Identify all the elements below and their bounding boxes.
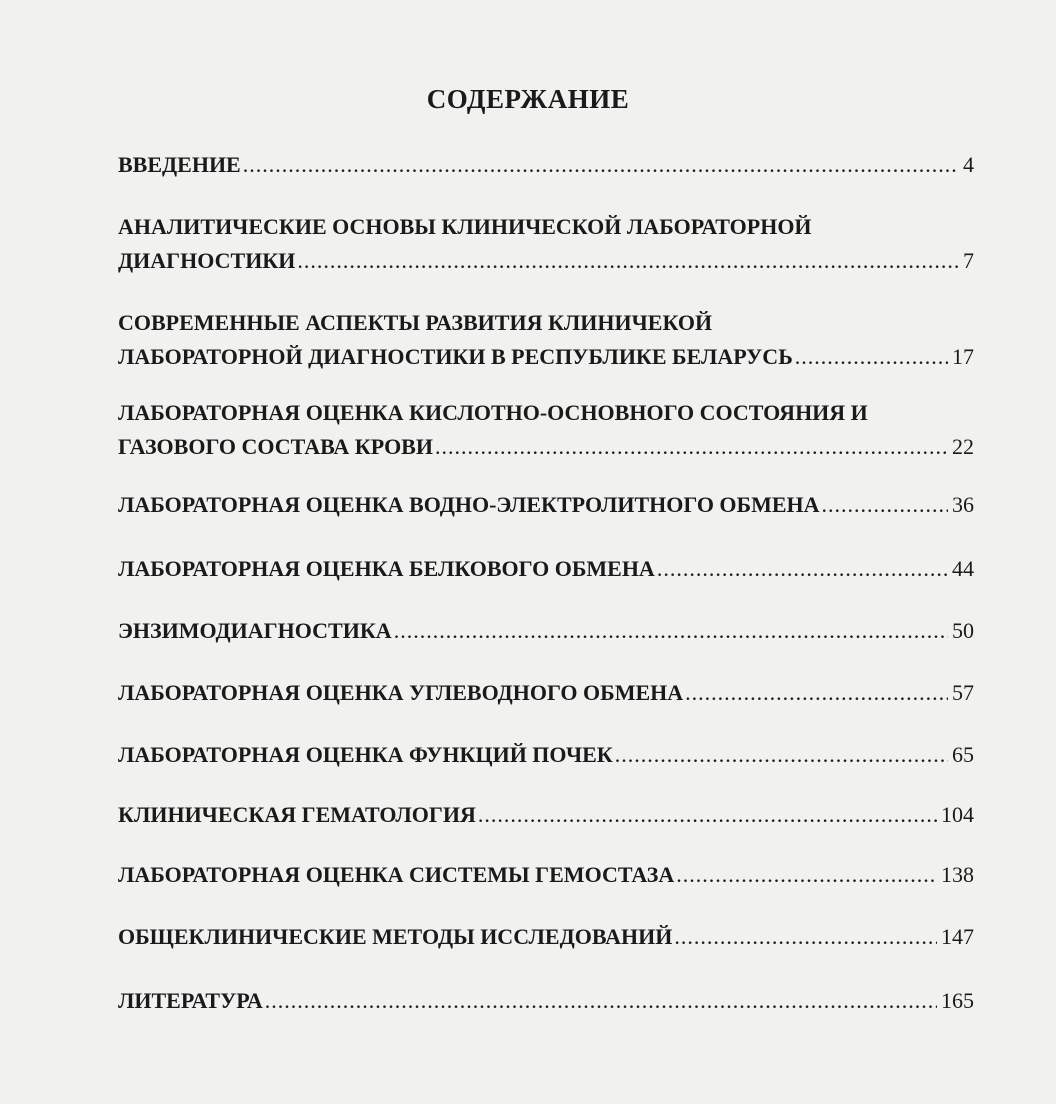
toc-page-number: 4: [963, 152, 974, 177]
toc-entry-title: ОБЩЕКЛИНИЧЕСКИЕ МЕТОДЫ ИССЛЕДОВАНИЙ: [118, 924, 673, 949]
toc-page-number: 57: [952, 680, 974, 705]
dot-leader: [674, 920, 937, 954]
dot-leader: [265, 984, 937, 1018]
dot-leader: [478, 798, 937, 832]
dot-leader: [394, 614, 948, 648]
toc-page-number: 7: [963, 248, 974, 273]
toc-entry-hemostasis: [118, 858, 974, 892]
toc-page-number: 50: [952, 618, 974, 643]
toc-entry-title-line: АНАЛИТИЧЕСКИЕ ОСНОВЫ КЛИНИЧЕСКОЙ ЛАБОРАТОРНОЙ: [118, 214, 812, 239]
toc-entry-title: ЛАБОРАТОРНАЯ ОЦЕНКА ФУНКЦИЙ ПОЧЕК: [118, 742, 613, 767]
toc-entry-title: ДИАГНОСТИКИ: [118, 248, 296, 273]
dot-leader: [795, 340, 948, 374]
dot-leader: [435, 430, 948, 464]
dot-leader: [615, 738, 948, 772]
toc-page-number: 36: [952, 492, 974, 517]
toc-entry-general-clinical-methods: [118, 920, 974, 954]
toc-entry-title: ЭНЗИМОДИАГНОСТИКА: [118, 618, 392, 643]
dot-leader: [657, 552, 948, 586]
dot-leader: [297, 244, 959, 278]
dot-leader: [822, 488, 948, 522]
toc-entry-carbohydrate-metabolism: [118, 676, 974, 710]
toc-entry-title-line: СОВРЕМЕННЫЕ АСПЕКТЫ РАЗВИТИЯ КЛИНИЧЕКОЙ: [118, 310, 713, 335]
toc-entry-title: ЛАБОРАТОРНАЯ ОЦЕНКА УГЛЕВОДНОГО ОБМЕНА: [118, 680, 684, 705]
toc-page-number: 65: [952, 742, 974, 767]
toc-entry-introduction: [118, 148, 974, 182]
dot-leader: [243, 148, 959, 182]
toc-entry-title: КЛИНИЧЕСКАЯ ГЕМАТОЛОГИЯ: [118, 802, 476, 827]
toc-entry-title: ГАЗОВОГО СОСТАВА КРОВИ: [118, 434, 433, 459]
dot-leader: [685, 676, 948, 710]
toc-page-number: 165: [941, 988, 974, 1013]
toc-entry-title: ЛИТЕРАТУРА: [118, 988, 263, 1013]
dot-leader: [676, 858, 937, 892]
toc-entry-enzyme-diagnostics: [118, 614, 974, 648]
toc-entry-analytical-foundations: [118, 210, 974, 278]
toc-entry-protein-metabolism: [118, 552, 974, 586]
toc-entry-title: ЛАБОРАТОРНАЯ ОЦЕНКА СИСТЕМЫ ГЕМОСТАЗА: [118, 862, 675, 887]
toc-page-number: 44: [952, 556, 974, 581]
toc-page-number: 104: [941, 802, 974, 827]
toc-entry-clinical-hematology: [118, 798, 974, 832]
toc-page-number: 17: [952, 344, 974, 369]
toc-entry-title-line: ЛАБОРАТОРНАЯ ОЦЕНКА КИСЛОТНО-ОСНОВНОГО СОСТОЯНИЯ И: [118, 400, 868, 425]
toc-entry-modern-aspects: [118, 306, 974, 374]
toc-entry-kidney-function: [118, 738, 974, 772]
toc-page-number: 138: [941, 862, 974, 887]
toc-page-number: 22: [952, 434, 974, 459]
toc-entry-literature: [118, 984, 974, 1018]
page-title: СОДЕРЖАНИЕ: [426, 84, 630, 114]
toc-page-number: 147: [941, 924, 974, 949]
toc-entry-title: ЛАБОРАТОРНОЙ ДИАГНОСТИКИ В РЕСПУБЛИКЕ БЕЛАРУСЬ: [118, 344, 793, 369]
toc-entry-title: ЛАБОРАТОРНАЯ ОЦЕНКА ВОДНО-ЭЛЕКТРОЛИТНОГО ОБМЕНА: [118, 492, 820, 517]
toc-entry-acid-base: [118, 396, 974, 464]
toc-entry-water-electrolyte: [118, 488, 974, 522]
toc-entry-title: ЛАБОРАТОРНАЯ ОЦЕНКА БЕЛКОВОГО ОБМЕНА: [118, 556, 655, 581]
toc-entry-title: ВВЕДЕНИЕ: [118, 152, 241, 177]
